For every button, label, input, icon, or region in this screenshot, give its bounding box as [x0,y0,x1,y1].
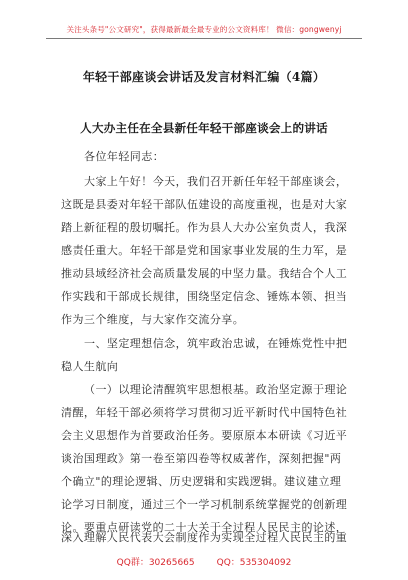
body-line: 感责任重大。年轻干部是党和国家事业发展的生力军，是 [61,244,348,257]
section-heading-line: 一、坚定理想信念，筑牢政治忠诚，在锤炼党性中把 [84,337,348,350]
header-promo-note: 关注头条号"公文研究"，获得最新最全最专业的公文资料库！ 微信：gongwenyj [66,25,342,34]
header-divider [46,38,362,39]
body-line: 个确立"的理论逻辑、历史逻辑和实践逻辑。建议建立理 [61,475,342,488]
body-line: 清醒，年轻干部必须将学习贯彻习近平新时代中国特色社 [61,406,348,419]
body-line: 会主义思想作为首要政治任务。要原原本本研读《习近平 [61,429,348,442]
body-line: 大家上午好！今天，我们召开新任年轻干部座谈会， [84,175,348,188]
body-line: 作为三个维度，与大家作交流分享。 [61,313,245,326]
section-heading-line: 稳人生航向 [61,360,119,373]
subsection-line: （一）以理论清醒筑牢思想根基。政治坚定源于理论 [84,383,348,396]
footer-qq: QQ：535304092 [216,558,292,568]
body-line: 深入理解人民代表大会制度作为实现全过程人民民主的重 [61,531,348,544]
body-line: 论学习日制度，通过三个一学习机制系统掌握党的创新理 [61,498,348,511]
salutation-line: 各位年轻同志： [84,150,165,163]
document-title: 年轻干部座谈会讲话及发言材料汇编（4篇） [82,70,326,84]
body-line: 踏上新征程的殷切嘱托。作为县人大办公室负责人，我深 [61,221,348,234]
footer-qq-group: QQ群：30265665 [116,558,195,568]
body-line: 谈治国理政》第一卷至第四卷等权威著作，深刻把握"两 [61,452,342,465]
speech-title: 人大办主任在全县新任年轻干部座谈会上的讲话 [80,121,328,135]
body-line: 这既是县委对年轻干部队伍建设的高度重视，也是对大家 [61,198,348,211]
body-line: 论。要重点研读党的二十大关于全过程人民民主的论述， [61,521,348,534]
body-line: 推动县域经济社会高质量发展的中坚力量。我结合个人工 [61,267,348,280]
body-line: 作实践和干部成长规律，围绕坚定信念、锤炼本领、担当 [61,290,348,303]
footer-contact [0,555,408,568]
